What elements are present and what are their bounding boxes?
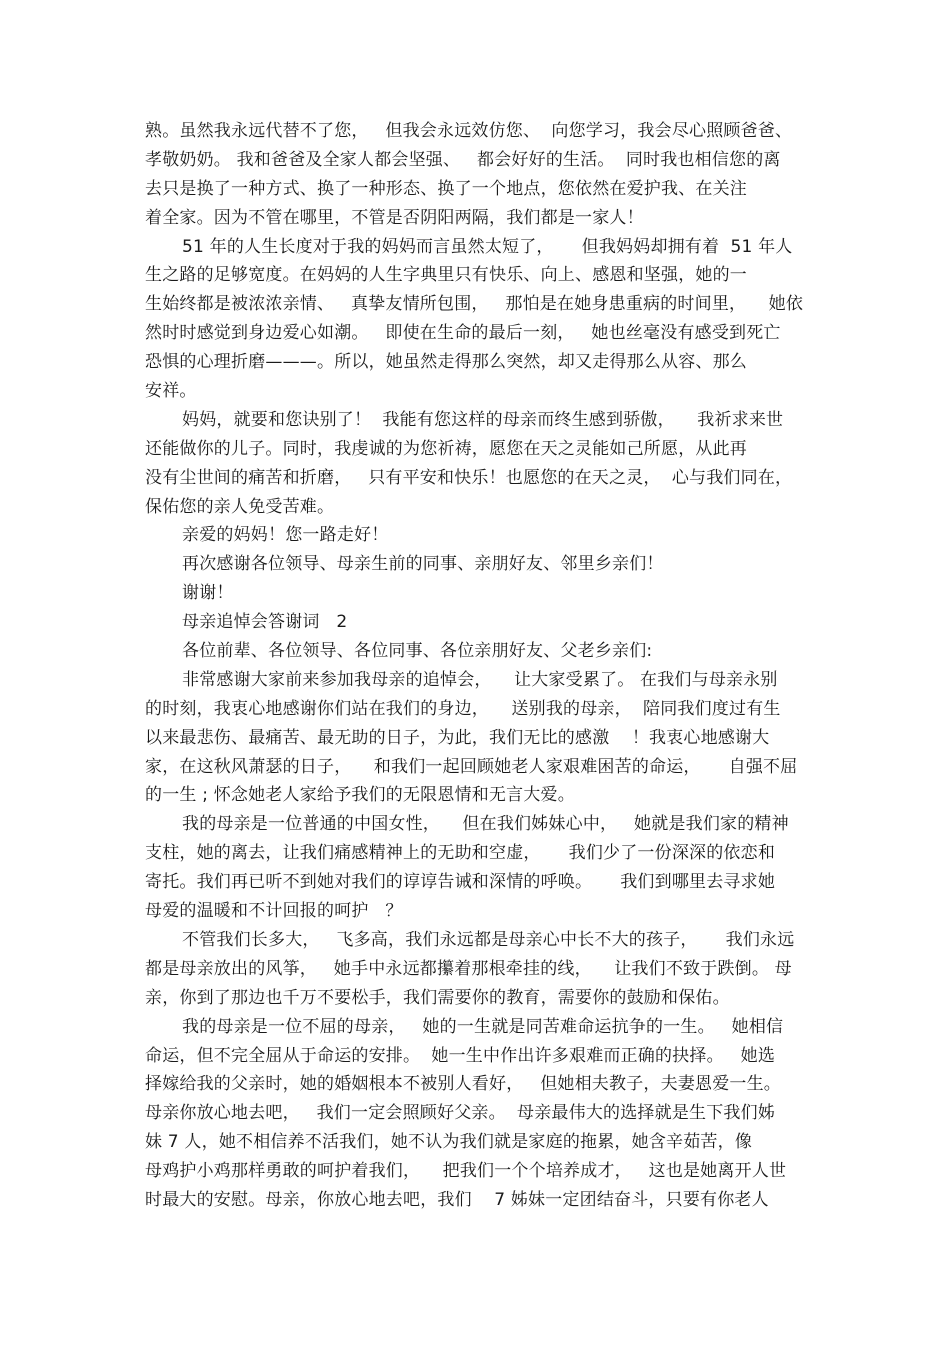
text-line: 51 年的人生长度对于我的妈妈而言虽然太短了， 但我妈妈却拥有着 51 年人	[182, 236, 793, 257]
text-line: 孝敬奶奶。 我和爸爸及全家人都会坚强、 都会好好的生活。 同时我也相信您的离	[145, 149, 781, 170]
body-text	[145, 117, 810, 1215]
text-line: 去只是换了一种方式、换了一种形态、换了一个地点，您依然在爱护我、在关注	[145, 178, 747, 199]
text-line: 以来最悲伤、最痛苦、最无助的日子，为此，我们无比的感激 ！我衷心地感谢大	[145, 727, 770, 748]
text-line: 各位前辈、各位领导、各位同事、各位亲朋好友、父老乡亲们:	[182, 641, 653, 662]
text-line: 都是母亲放出的风筝， 她手中永远都攥着那根牵挂的线， 让我们不致于跌倒。 母	[145, 958, 792, 979]
text-line: 非常感谢大家前来参加我母亲的追悼会， 让大家受累了。 在我们与母亲永别	[182, 669, 778, 690]
text-line: 母鸡护小鸡那样勇敢的呵护着我们， 把我们一个个培养成才， 这也是她离开人世	[145, 1161, 787, 1182]
text-line: 我的母亲是一位不屈的母亲， 她的一生就是同苦难命运抗争的一生。 她相信	[182, 1016, 784, 1037]
text-line: 还能做你的儿子。同时，我虔诚的为您祈祷，愿您在天之灵能如己所愿，从此再	[145, 438, 747, 459]
text-line: 再次感谢各位领导、母亲生前的同事、亲朋好友、邻里乡亲们！	[182, 554, 664, 575]
text-line: 母亲你放心地去吧， 我们一定会照顾好父亲。 母亲最伟大的选择就是生下我们姊	[145, 1103, 776, 1124]
text-line: 择嫁给我的父亲时，她的婚姻根本不被别人看好， 但她相夫教子，夫妻恩爱一生。	[145, 1074, 782, 1095]
text-line: 没有尘世间的痛苦和折磨， 只有平安和快乐！也愿您的在天之灵， 心与我们同在，	[145, 467, 793, 488]
text-line: 然时时感觉到身边爱心如潮。 即使在生命的最后一刻， 她也丝毫没有感受到死亡	[145, 323, 781, 344]
text-line: 的时刻，我衷心地感谢你们站在我们的身边， 送别我的母亲， 陪同我们度过有生	[145, 698, 781, 719]
text-line: 家，在这秋风萧瑟的日子， 和我们一起回顾她老人家艰难困苦的命运， 自强不屈	[145, 756, 798, 777]
text-line: 恐惧的心理折磨———。所以，她虽然走得那么突然，却又走得那么从容、那么	[145, 352, 747, 373]
text-line: 着全家。因为不管在哪里，不管是否阴阳两隔，我们都是一家人！	[145, 207, 644, 228]
text-line: 的一生 ; 怀念她老人家给予我们的无限恩情和无言大爱。	[145, 785, 575, 806]
text-line: 生之路的足够宽度。在妈妈的人生字典里只有快乐、向上、感恩和坚强，她的一	[145, 265, 747, 286]
text-line: 谢谢！	[182, 583, 234, 604]
text-line: 时最大的安慰。母亲，你放心地去吧，我们 7 姊妹一定团结奋斗，只要有你老人	[145, 1189, 769, 1210]
text-line: 熟。虽然我永远代替不了您， 但我会永远效仿您、 向您学习，我会尽心照顾爸爸、	[145, 121, 793, 141]
text-line: 母亲追悼会答谢词 2	[182, 612, 348, 633]
text-line: 安祥。	[145, 381, 197, 402]
text-line: 母爱的温暖和不计回报的呵护 ？	[145, 901, 403, 922]
text-line: 寄托。我们再已听不到她对我们的谆谆告诫和深情的呼唤。 我们到哪里去寻求她	[145, 872, 776, 893]
text-line: 保佑您的亲人免受苦难。	[145, 496, 335, 517]
text-line: 我的母亲是一位普通的中国女性， 但在我们姊妹心中， 她就是我们家的精神	[182, 814, 789, 835]
text-line: 支柱，她的离去，让我们痛感精神上的无助和空虚， 我们少了一份深深的依恋和	[145, 843, 776, 864]
text-line: 生始终都是被浓浓亲情、 真挚友情所包围， 那怕是在她身患重病的时间里， 她依	[145, 294, 804, 315]
text-line: 亲爱的妈妈！您一路走好！	[182, 525, 389, 546]
text-line: 亲，你到了那边也千万不要松手，我们需要你的教育，需要你的鼓励和保佑。	[145, 987, 730, 1008]
text-line: 命运，但不完全屈从于命运的安排。 她一生中作出许多艰难而正确的抉择。 她选	[145, 1045, 776, 1066]
text-line: 妈妈，就要和您诀别了！ 我能有您这样的母亲而终生感到骄傲， 我祈求来世	[182, 409, 784, 430]
text-line: 妹 7 人，她不相信养不活我们，她不认为我们就是家庭的拖累，她含辛茹苦，像	[145, 1132, 753, 1153]
text-line: 不管我们长多大， 飞多高，我们永远都是母亲心中长不大的孩子， 我们永远	[182, 929, 795, 950]
